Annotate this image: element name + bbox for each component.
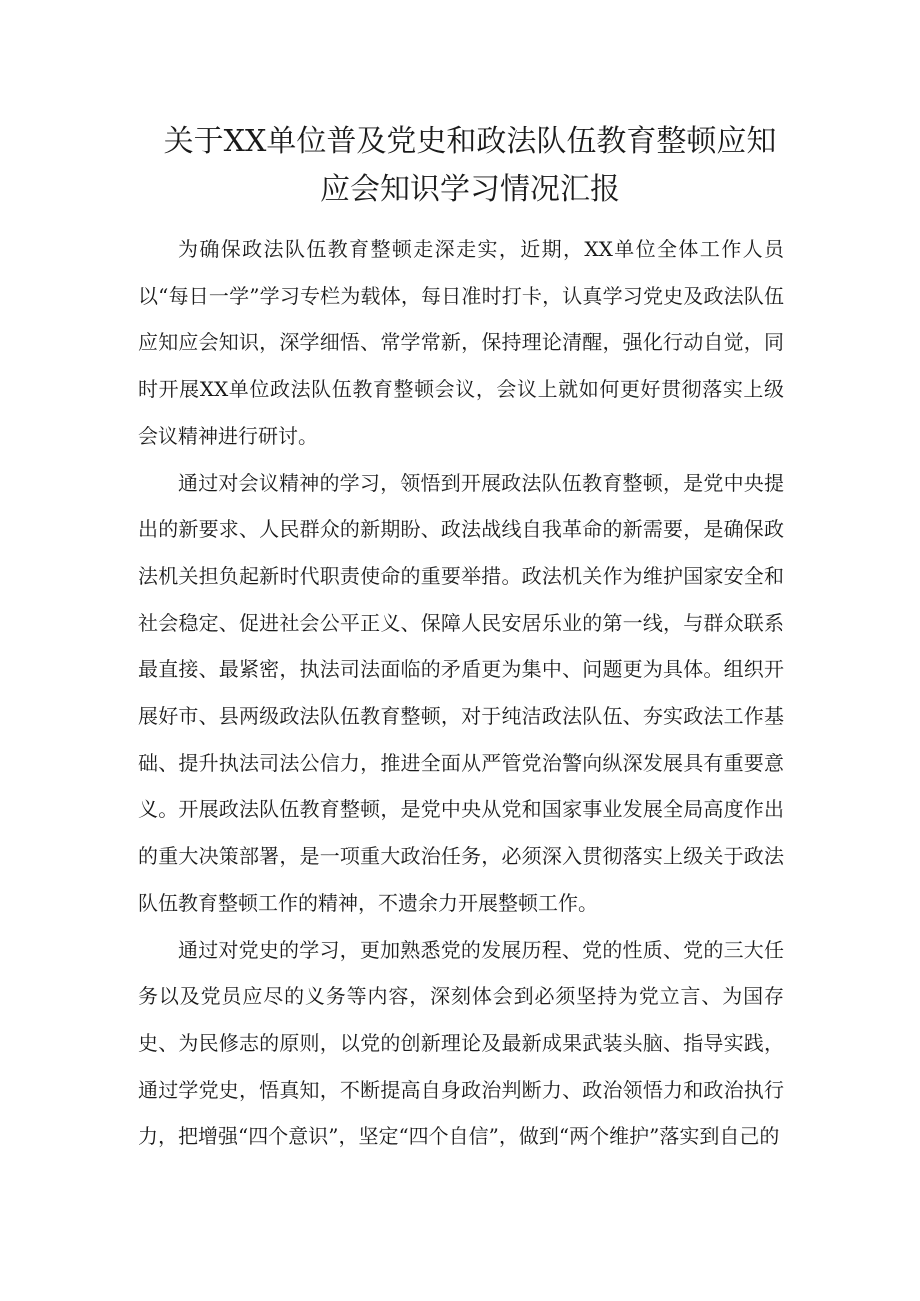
paragraph-1: 为确保政法队伍教育整顿走深走实，近期，XX单位全体工作人员以“每日一学”学习专栏为载体，每日准时打卡，认真学习党史及政法队伍应知应会知识，深学细悟、常学常新，保持理论清醒，强化行动自觉，同时开展XX单位政法队伍教育整顿会议，会议上就如何更好贯彻落实上级会议精神进行研讨。 [138, 237, 784, 448]
title-line-1: 关于XX单位普及党史和政法队伍教育整顿应知 [163, 124, 777, 159]
paragraph-3: 通过对党史的学习，更加熟悉党的发展历程、党的性质、党的三大任务以及党员应尽的义务等内容，深刻体会到必须坚持为党立言、为国存史、为民修志的原则，以党的创新理论及最新成果武装头脑、指导实践，通过学党史，悟真知，不断提高自身政治判断力、政治领悟力和政治执行力，把增强“四个意识”，坚定“四个自信”，做到“两个维护”落实到自己的 [138, 937, 784, 1149]
document-title [140, 118, 800, 214]
paragraph-2: 通过对会议精神的学习，领悟到开展政法队伍教育整顿，是党中央提出的新要求、人民群众的新期盼、政法战线自我革命的新需要，是确保政法机关担负起新时代职责使命的重要举措。政法机关作为维护国家安全和社会稳定、促进社会公平正义、保障人民安居乐业的第一线，与群众联系最直接、最紧密，执法司法面临的矛盾更为集中、问题更为具体。组织开展好市、县两级政法队伍教育整顿，对于纯洁政法队伍、夯实政法工作基础、提升执法司法公信力，推进全面从严管党治警向纵深发展具有重要意义。开展政法队伍教育整顿，是党中央从党和国家事业发展全局高度作出的重大决策部署，是一项重大政治任务，必须深入贯彻落实上级关于政法队伍教育整顿工作的精神，不遗余力开展整顿工作。 [138, 470, 784, 915]
title-line-2: 应会知识学习情况汇报 [320, 172, 620, 207]
document-body [138, 226, 784, 1160]
